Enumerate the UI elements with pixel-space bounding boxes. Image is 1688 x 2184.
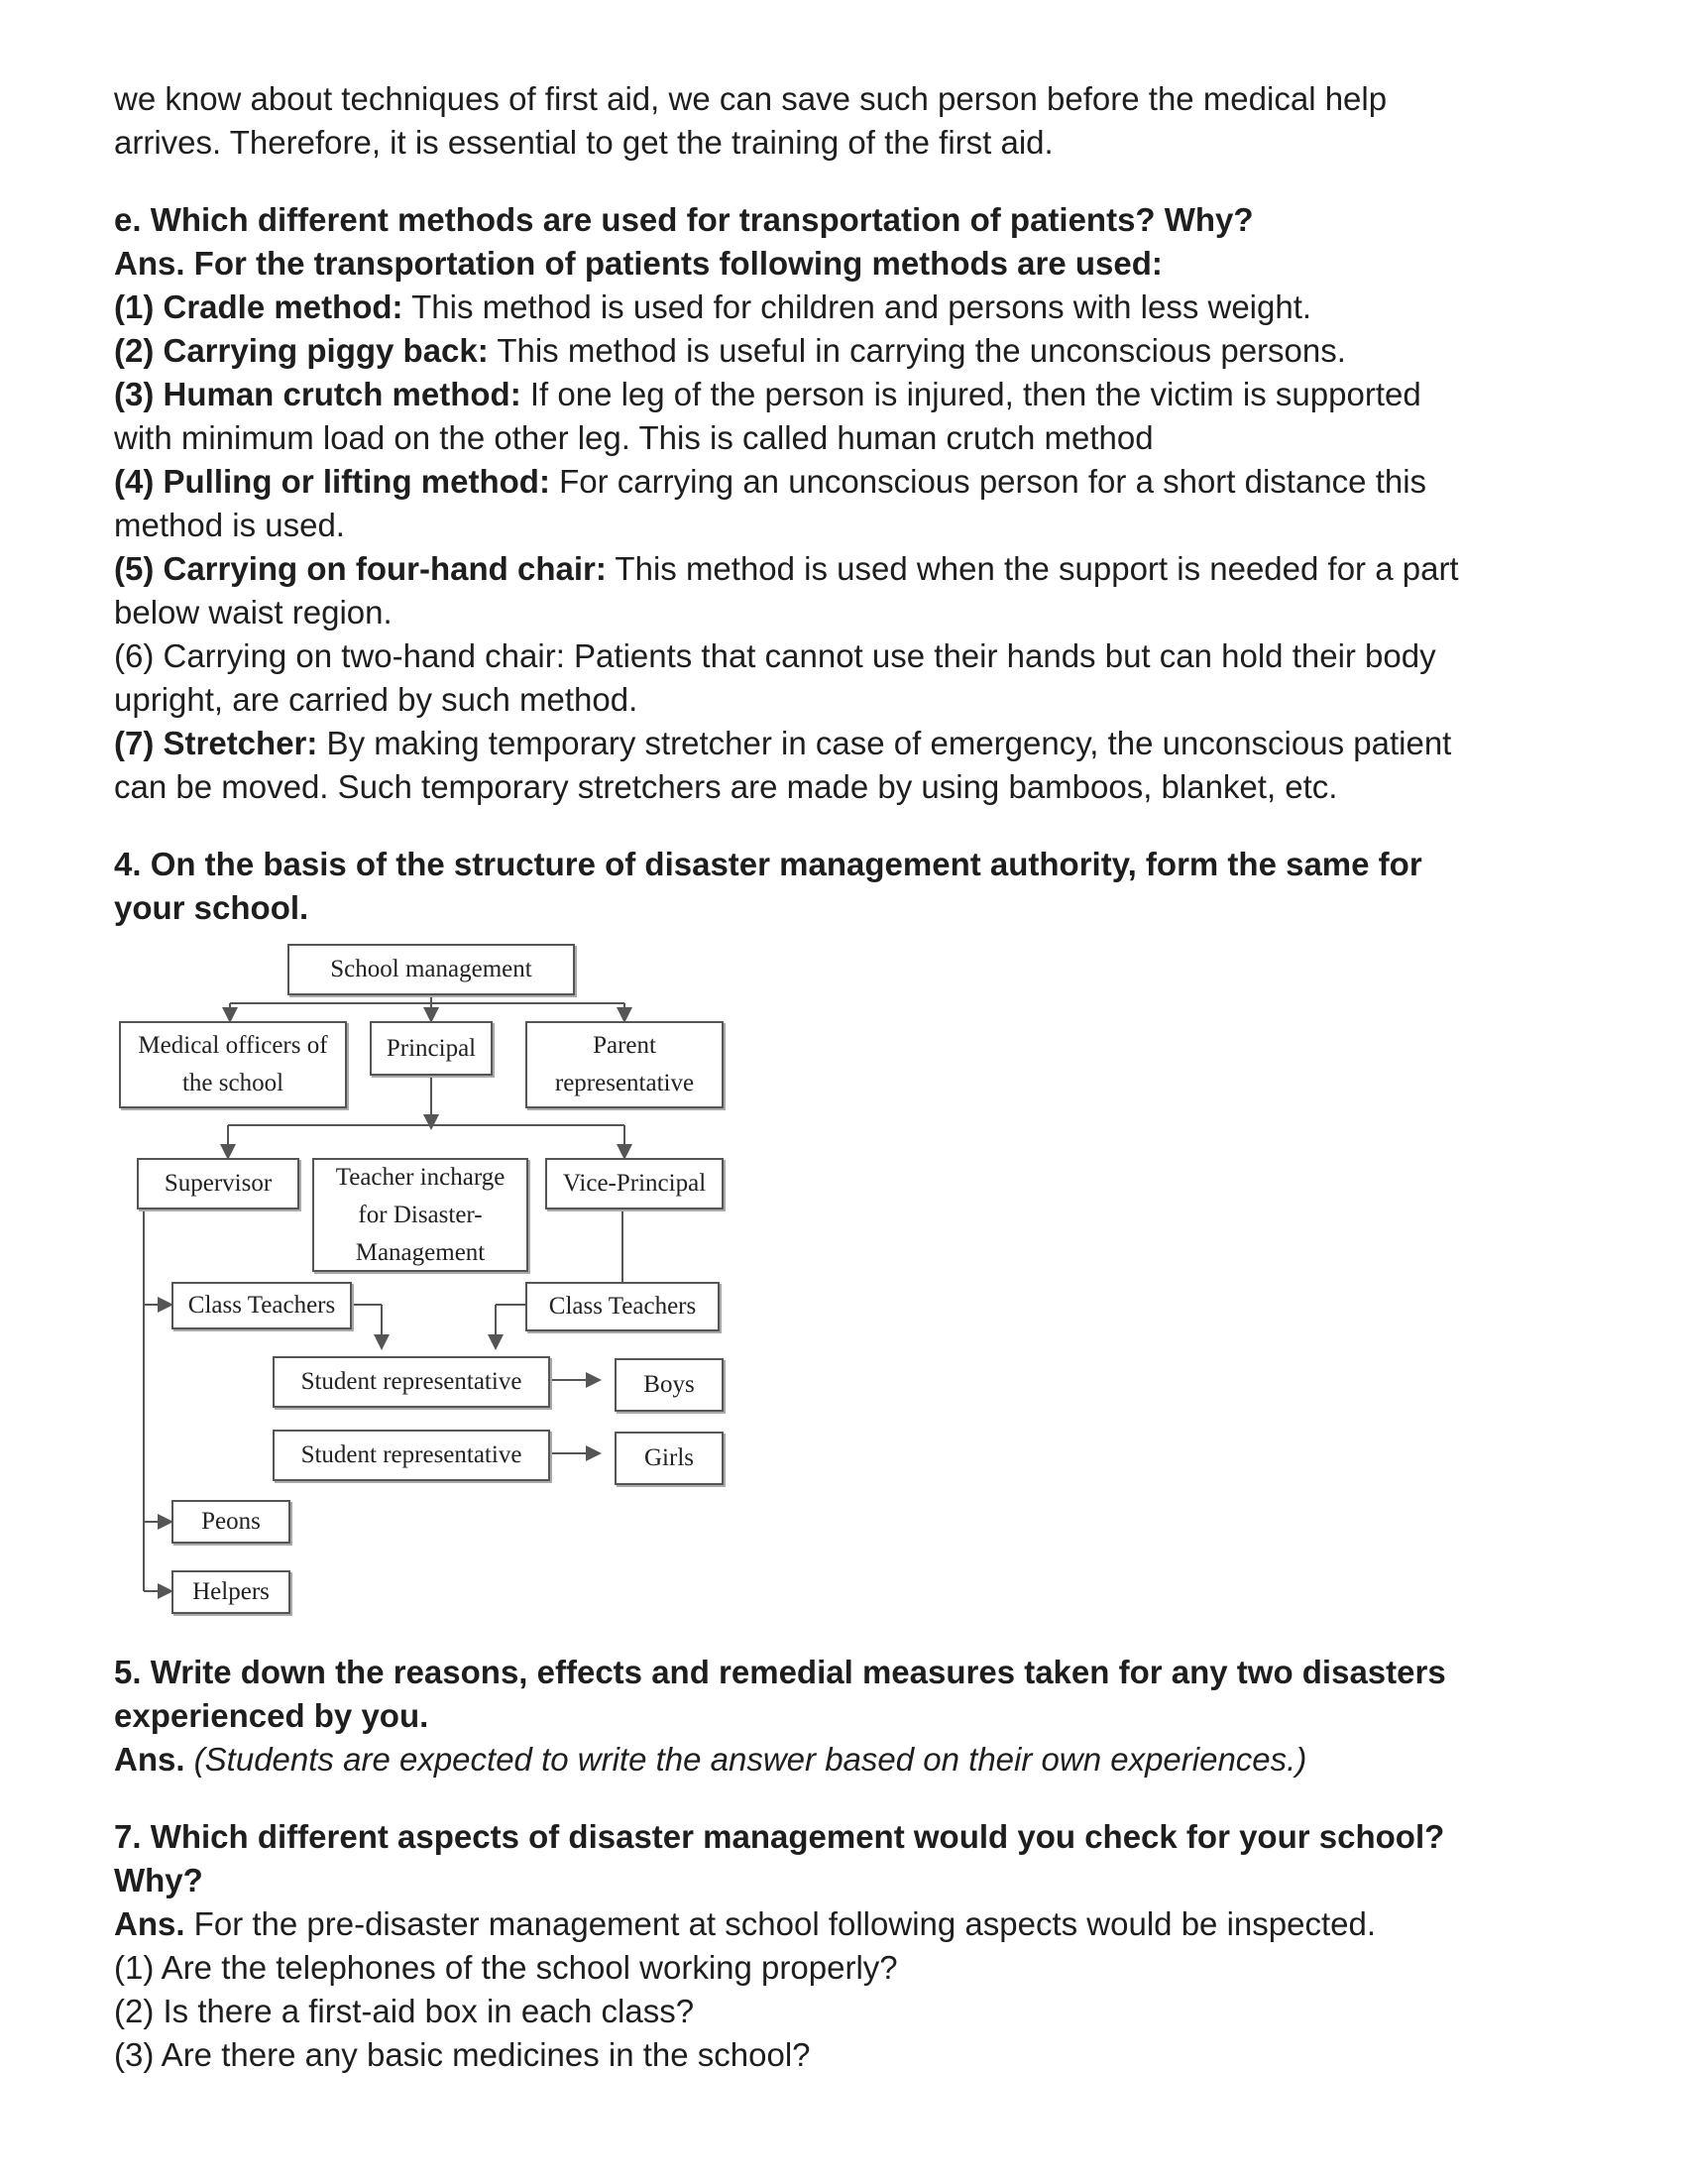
method-label: (5) Carrying on four-hand chair: bbox=[114, 550, 607, 587]
method-continuation: method is used. bbox=[114, 507, 345, 543]
answer-5 bbox=[114, 1738, 1581, 1782]
question-e: e. Which different methods are used for transportation of patients? Why? bbox=[114, 201, 1254, 238]
teacher-incharge-box bbox=[312, 1158, 528, 1272]
method-continuation: with minimum load on the other leg. This is called human crutch method bbox=[114, 419, 1154, 456]
list-item: (2) Is there a first-aid box in each class? bbox=[114, 1993, 695, 2029]
method-text: This method is used for children and persons with less weight. bbox=[402, 288, 1312, 325]
box-label: Class Teachers bbox=[548, 1293, 697, 1320]
box-label: representative bbox=[554, 1070, 695, 1096]
method-label: (3) Human crutch method: bbox=[114, 376, 521, 412]
principal-box bbox=[370, 1021, 493, 1076]
intro-line: we know about techniques of first aid, we can save such person before the medical help bbox=[114, 80, 1388, 117]
box-label: Management bbox=[355, 1238, 486, 1266]
question-5: experienced by you. bbox=[114, 1697, 429, 1734]
box-label: Girls bbox=[644, 1444, 694, 1471]
answer-7 bbox=[114, 1902, 1581, 1946]
method-label: (7) Stretcher: bbox=[114, 725, 318, 761]
method-item bbox=[114, 722, 1581, 765]
method-item bbox=[114, 329, 1581, 373]
helpers-box bbox=[171, 1570, 290, 1614]
boys-box bbox=[615, 1358, 724, 1412]
student-representative-box bbox=[273, 1430, 550, 1481]
supervisor-box bbox=[137, 1158, 299, 1209]
box-label: Peons bbox=[201, 1508, 261, 1535]
box-label: Boys bbox=[643, 1371, 695, 1398]
question-7: 7. Which different aspects of disaster management would you check for your school? bbox=[114, 1818, 1445, 1855]
box-label: Student representative bbox=[300, 1368, 522, 1395]
method-label: (2) Carrying piggy back: bbox=[114, 332, 489, 369]
student-representative-box bbox=[273, 1356, 550, 1408]
box-label: the school bbox=[181, 1070, 284, 1096]
school-org-chart bbox=[114, 942, 748, 1626]
question-4: your school. bbox=[114, 889, 309, 926]
list-item: (3) Are there any basic medicines in the school? bbox=[114, 2036, 811, 2073]
method-item bbox=[114, 547, 1581, 591]
answer-label: Ans. bbox=[114, 1741, 185, 1778]
method-text: This method is useful in carrying the unconscious persons. bbox=[488, 332, 1346, 369]
bottom-content bbox=[114, 1651, 1581, 2077]
school-management-box bbox=[287, 944, 575, 995]
box-label: Medical officers of bbox=[138, 1032, 328, 1059]
answer-text: For the pre-disaster management at school following aspects would be inspected. bbox=[184, 1905, 1377, 1942]
box-label: Teacher incharge bbox=[335, 1163, 506, 1191]
class-teachers-left-box bbox=[171, 1282, 352, 1329]
parent-representative-box bbox=[525, 1021, 724, 1108]
question-4: 4. On the basis of the structure of disaster management authority, form the same for bbox=[114, 846, 1422, 882]
method-item bbox=[114, 460, 1581, 504]
girls-box bbox=[615, 1432, 724, 1485]
answer-label: Ans. bbox=[114, 1905, 185, 1942]
box-label: Helpers bbox=[192, 1578, 270, 1605]
method-item: (6) Carrying on two-hand chair: Patients that cannot use their hands but can hold their body bbox=[114, 637, 1436, 674]
method-item bbox=[114, 286, 1581, 329]
box-label: Supervisor bbox=[164, 1170, 273, 1197]
method-label: (4) Pulling or lifting method: bbox=[114, 463, 550, 500]
class-teachers-right-box bbox=[525, 1282, 720, 1331]
answer-text: (Students are expected to write the answer based on their own experiences.) bbox=[184, 1741, 1307, 1778]
question-5: 5. Write down the reasons, effects and remedial measures taken for any two disasters bbox=[114, 1654, 1446, 1690]
method-text: This method is used when the support is needed for a part bbox=[606, 550, 1459, 587]
method-text: By making temporary stretcher in case of emergency, the unconscious patient bbox=[317, 725, 1452, 761]
method-continuation: can be moved. Such temporary stretchers are made by using bamboos, blanket, etc. bbox=[114, 768, 1338, 805]
method-continuation: below waist region. bbox=[114, 594, 393, 631]
box-label: Student representative bbox=[300, 1441, 522, 1468]
box-label: School management bbox=[330, 956, 532, 982]
box-label: Parent bbox=[593, 1032, 656, 1059]
question-7: Why? bbox=[114, 1862, 203, 1898]
method-text: If one leg of the person is injured, then the victim is supported bbox=[520, 376, 1421, 412]
intro-line: arrives. Therefore, it is essential to get the training of the first aid. bbox=[114, 124, 1054, 161]
box-label: Principal bbox=[386, 1034, 477, 1062]
box-label: Vice-Principal bbox=[562, 1170, 707, 1197]
method-text: For carrying an unconscious person for a short distance this bbox=[549, 463, 1427, 500]
method-label: (1) Cradle method: bbox=[114, 288, 403, 325]
method-continuation: upright, are carried by such method. bbox=[114, 681, 638, 718]
vice-principal-box bbox=[545, 1158, 724, 1209]
medical-officers-box bbox=[119, 1021, 347, 1108]
answer-intro: Ans. For the transportation of patients following methods are used: bbox=[114, 245, 1163, 282]
page-content bbox=[114, 77, 1581, 930]
peons-box bbox=[171, 1500, 290, 1544]
method-item bbox=[114, 373, 1581, 416]
box-label: Class Teachers bbox=[187, 1292, 336, 1319]
box-label: for Disaster- bbox=[358, 1201, 483, 1228]
list-item: (1) Are the telephones of the school working properly? bbox=[114, 1949, 898, 1986]
